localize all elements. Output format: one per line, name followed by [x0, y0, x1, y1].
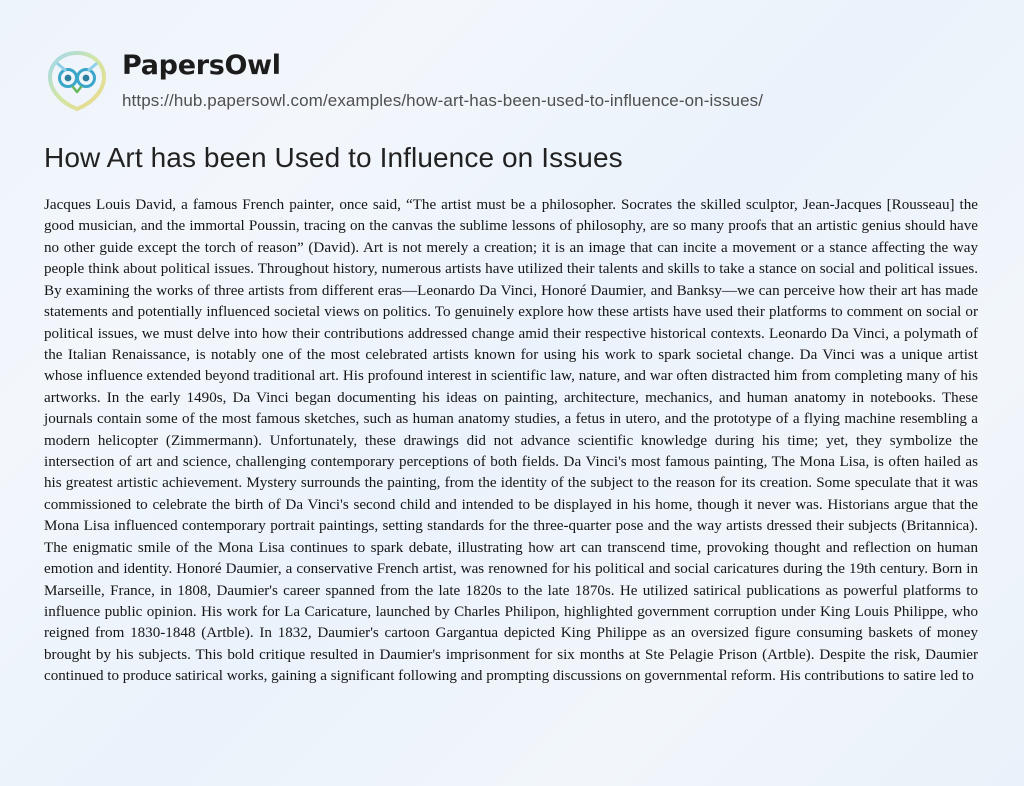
brand-block — [122, 51, 763, 111]
site-header — [0, 0, 1024, 114]
owl-logo-icon — [44, 48, 110, 114]
document-content — [0, 114, 1024, 688]
page-title: How Art has been Used to Influence on Issues — [44, 142, 623, 173]
source-url[interactable]: https://hub.papersowl.com/examples/how-art-has-been-used-to-influence-on-issues/ — [122, 90, 764, 110]
brand-name: PapersOwl — [122, 50, 281, 82]
article-body: Jacques Louis David, a famous French painter, once said, “The artist must be a philosopher. Socrates the skilled sculptor, Jean-Jacques [Rousseau] the good musician, and the immortal Poussin, tracing on the canvas the sublime lessons of philosophy, are so many proofs that an artistic genius should have no other guide except the torch of reason” (David). Art is not merely a creation; it is an image that can incite a movement or a stance affecting the way people think about political issues. Throughout history, numerous artists have utilized their talents and skills to take a stance on social and political issues. By examining the works of three artists from different eras—Leonardo Da Vinci, Honoré Daumier, and Banksy—we can perceive how their art has made statements and potentially influenced societal views on politics. To genuinely explore how these artists have used their platforms to comment on social or political issues, we must delve into how their contributions addressed change amid their respective historical contexts. Leonardo Da Vinci, a polymath of the Italian Renaissance, is notably one of the most celebrated artists known for using his work to spark societal change. Da Vinci was a unique artist whose influence extended beyond traditional art. His profound interest in scientific law, nature, and war often distracted him from completing many of his artworks. In the early 1490s, Da Vinci began documenting his ideas on painting, architecture, mechanics, and human anatomy in notebooks. These journals contain some of the most famous sketches, such as human anatomy studies, a fetus in utero, and the prototype of a flying machine resembling a modern helicopter (Zimmermann). Unfortunately, these drawings did not advance scientific knowledge during his time; yet, they symbolize the intersection of art and science, challenging contemporary perceptions of both fields. Da Vinci's most famous painting, The Mona Lisa, is often hailed as his greatest artistic achievement. Mystery surrounds the painting, from the identity of the subject to the reason for its creation. Some speculate that it was commissioned to celebrate the birth of Da Vinci's second child and intended to be displayed in his home, though it never was. Historians argue that the Mona Lisa influenced contemporary portrait paintings, setting standards for the three-quarter pose and the way artists dressed their subjects (Britannica). The enigmatic smile of the Mona Lisa continues to spark debate, illustrating how art can transcend time, provoking thought and reflection on human emotion and identity. Honoré Daumier, a conservative French artist, was renowned for his political and social caricatures during the 19th century. Born in Marseille, France, in 1808, Daumier's career spanned from the late 1820s to the late 1870s. He utilized satirical publications as powerful platforms to influence public opinion. His work for La Caricature, launched by Charles Philipon, highlighted government corruption under King Louis Philippe, who reigned from 1830-1848 (Artble). In 1832, Daumier's cartoon Gargantua depicted King Philippe as an oversized figure consuming baskets of money brought by his subjects. This bold critique resulted in Daumier's imprisonment for six months at Ste Pelagie Prison (Artble). Despite the risk, Daumier continued to produce satirical works, gaining a significant following and prompting discussions on governmental reform. His contributions to satire led to — [44, 197, 978, 685]
